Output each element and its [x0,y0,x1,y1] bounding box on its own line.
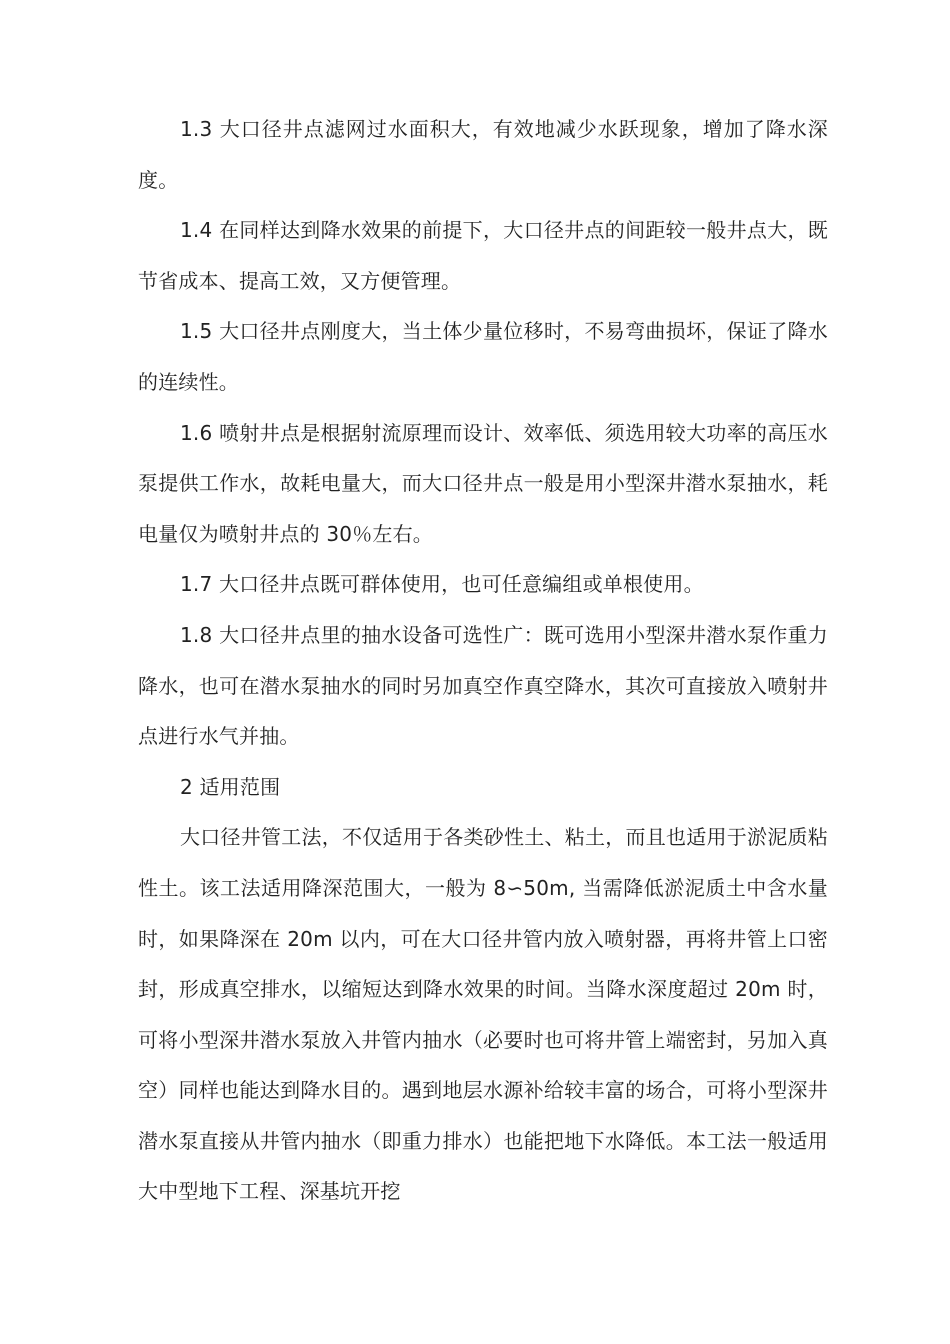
paragraph-1-7: 1.7 大口径井点既可群体使用，也可任意编组或单根使用。 [180,572,704,597]
paragraph-1-5: 1.5 大口径井点刚度大，当土体少量位移时，不易弯曲损坏，保证了降水的连续性。 [138,319,828,394]
paragraph-scope-body: 大口径井管工法，不仅适用于各类砂性土、粘土，而且也适用于淤泥质粘性土。该工法适用降深范围大，一般为 8∽50m, 当需降低淤泥质土中含水量时，如果降深在 20m 以内，可在大口径井管内放入喷射器，再将井管上口密封，形成真空排水，以缩短达到降水效果的时间。当降水深度超过 20m 时，可将小型深井潜水泵放入井管内抽水（必要时也可将井管上端密封，另加入真空）同样也能达到降水目的。遇到地层水源补给较丰富的场合，可将小型深井潜水泵直接从井管内抽水（即重力排水）也能把地下水降低。本工法一般适用大中型地下工程、深基坑开挖 [138,825,828,1204]
paragraph-1-3: 1.3 大口径井点滤网过水面积大，有效地减少水跃现象，增加了降水深度。 [138,117,828,192]
paragraph-1-4: 1.4 在同样达到降水效果的前提下，大口径井点的间距较一般井点大，既节省成本、提高工效，又方便管理。 [138,218,828,293]
paragraph-1-6: 1.6 喷射井点是根据射流原理而设计、效率低、须选用较大功率的高压水泵提供工作水，故耗电量大，而大口径井点一般是用小型深井潜水泵抽水，耗电量仅为喷射井点的 30％左右。 [138,420,828,546]
section-heading-scope: 2 适用范围 [180,774,281,799]
paragraph-1-8: 1.8 大口径井点里的抽水设备可选性广：既可选用小型深井潜水泵作重力降水，也可在潜水泵抽水的同时另加真空作真空降水，其次可直接放入喷射井点进行水气并抽。 [138,622,828,749]
document-body [138,104,828,1217]
